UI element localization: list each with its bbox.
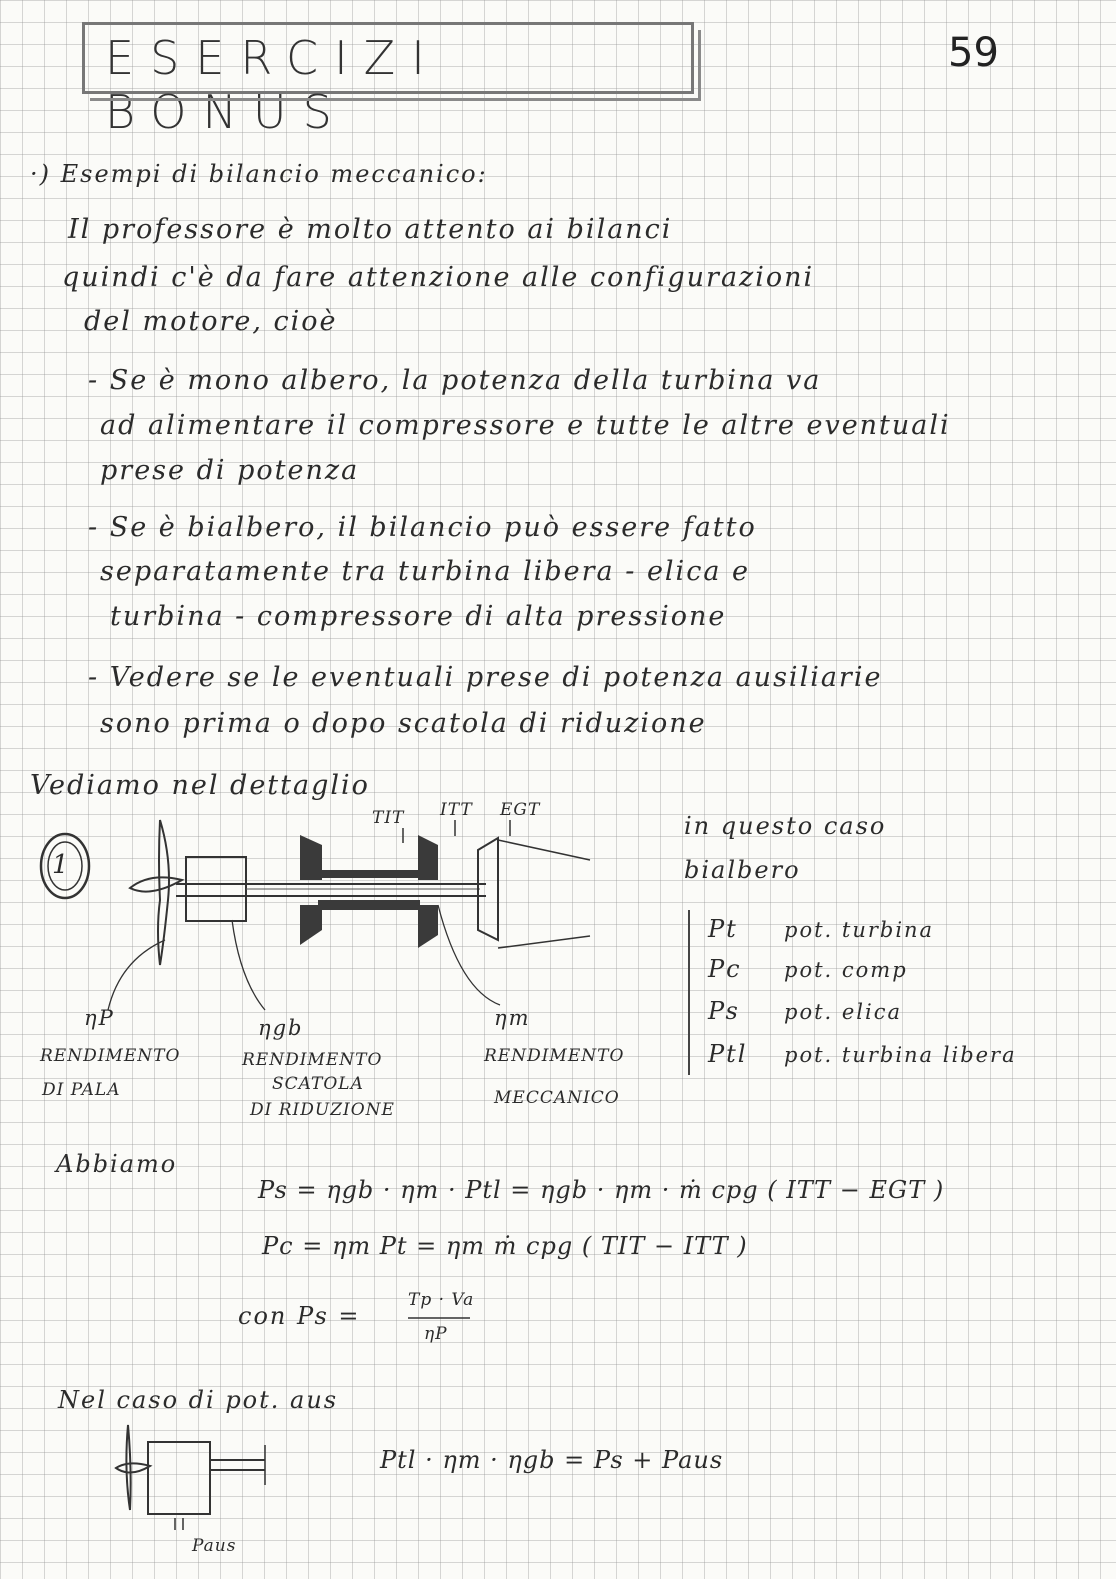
caption-rendimento-pala: RENDIMENTO — [40, 1046, 181, 1066]
aux-equation: Ptl · ηm · ηgb = Ps + Paus — [380, 1446, 724, 1474]
label-eta-m: ηm — [494, 1006, 531, 1030]
fraction-denominator: ηP — [424, 1324, 448, 1344]
turbine-icon — [418, 835, 438, 880]
caption-di-riduzione: DI RIDUZIONE — [250, 1100, 395, 1120]
legend-desc-pc: pot. comp — [784, 958, 908, 982]
legend-sym-pt: Pt — [708, 915, 738, 943]
legend-desc-pt: pot. turbina — [784, 918, 935, 942]
detail-heading: Vediamo nel dettaglio — [30, 770, 370, 801]
label-itt: ITT — [440, 800, 473, 820]
legend-desc-ps: pot. elica — [784, 1000, 903, 1024]
bullet-1-line-3: prese di potenza — [100, 455, 360, 486]
bullet-2-line-1: - Se è bialbero, il bilancio può essere fatto — [88, 512, 757, 543]
equation-ps: Ps = ηgb · ηm · Ptl = ηgb · ηm · ṁ cpg ( ITT − EGT ) — [258, 1176, 945, 1204]
equation-con-ps: con Ps = — [238, 1302, 361, 1330]
caption-rendimento-scatola: RENDIMENTO — [242, 1050, 383, 1070]
caption-scatola: SCATOLA — [272, 1074, 364, 1094]
legend-sym-ptl: Ptl — [708, 1040, 748, 1068]
label-egt: EGT — [500, 800, 541, 820]
aux-gearbox-icon — [148, 1442, 210, 1514]
caption-rendimento-meccanico: RENDIMENTO — [484, 1046, 625, 1066]
aux-lead: Nel caso di pot. aus — [58, 1386, 339, 1414]
caption-meccanico: MECCANICO — [494, 1088, 620, 1108]
side-note-line-1: in questo caso — [684, 812, 887, 840]
bullet-1-line-1: - Se è mono albero, la potenza della turbina va — [88, 365, 822, 396]
label-eta-gb: ηgb — [258, 1016, 304, 1040]
label-eta-p: ηP — [84, 1006, 115, 1030]
intro-line-2: quindi c'è da fare attenzione alle configurazioni — [62, 262, 815, 293]
label-tit: TIT — [372, 808, 405, 828]
gearbox-icon — [186, 857, 246, 921]
legend-bracket — [688, 910, 700, 1075]
legend-sym-ps: Ps — [708, 997, 740, 1025]
fraction-numerator: Tp · Va — [408, 1290, 475, 1310]
aux-propeller-icon — [126, 1425, 130, 1510]
bullet-1-line-2: ad alimentare il compressore e tutte le altre eventuali — [100, 410, 951, 441]
aux-label-paus: Paus — [192, 1536, 237, 1556]
side-note-line-2: bialbero — [684, 856, 801, 884]
page-title: ESERCIZI BONUS — [105, 31, 441, 139]
diagram-number: 1 — [52, 850, 71, 880]
legend-desc-ptl: pot. turbina libera — [784, 1043, 1017, 1067]
equations-lead: Abbiamo — [56, 1150, 178, 1178]
bullet-2-line-2: separatamente tra turbina libera - elica e — [100, 556, 750, 587]
caption-di-pala: DI PALA — [42, 1080, 121, 1100]
bullet-3-line-1: - Vedere se le eventuali prese di potenza ausiliarie — [88, 662, 883, 693]
legend-sym-pc: Pc — [708, 955, 742, 983]
bullet-2-line-3: turbina - compressore di alta pressione — [110, 601, 727, 632]
intro-line-3: del motore, cioè — [84, 306, 338, 337]
page-number: 59 — [948, 30, 999, 76]
free-turbine-icon — [478, 838, 498, 940]
equation-pc: Pc = ηm Pt = ηm ṁ cpg ( TIT − ITT ) — [262, 1232, 748, 1260]
section-heading: ·) Esempi di bilancio meccanico: — [30, 160, 488, 188]
bullet-3-line-2: sono prima o dopo scatola di riduzione — [100, 708, 707, 739]
intro-line-1: Il professore è molto attento ai bilanci — [68, 214, 673, 245]
